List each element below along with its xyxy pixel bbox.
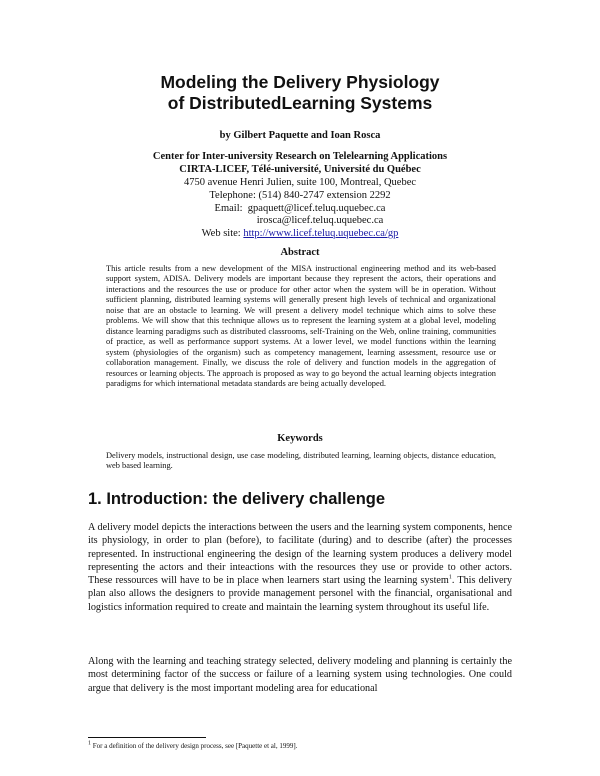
website-link[interactable]: http://www.licef.teluq.uquebec.ca/gp [243, 228, 399, 239]
address: 4750 avenue Henri Julien, suite 100, Montreal, Quebec [183, 177, 417, 188]
intro-paragraph-1-continuation: . This delivery plan also allows the designers to provide management personel with the financial, organisational and logistics information required to create and maintain the learning system throughout its useful life. [88, 575, 512, 613]
email-secondary: irosca@licef.teluq.uquebec.ca [256, 215, 384, 226]
authors: by Gilbert Paquette and Ioan Rosca [219, 130, 381, 141]
paper-title-line-1: Modeling the Delivery Physiology [160, 72, 440, 92]
affiliation-line-2: CIRTA-LICEF, Télé-université, Université du Québec [179, 164, 421, 175]
keywords-heading: Keywords [277, 433, 323, 444]
email-line-1 [0, 203, 600, 216]
footnote-reference[interactable]: 1 [448, 574, 452, 581]
email-line-2 [0, 215, 600, 228]
footnote [88, 742, 512, 751]
section-heading-introduction: 1. Introduction: the delivery challenge [88, 490, 386, 508]
intro-paragraph-1 [88, 521, 512, 614]
website-label: Web site: [201, 228, 241, 239]
affiliation-line-1: Center for Inter-university Research on Telelearning Applications [152, 151, 448, 162]
footnote-mark: 1 [88, 740, 91, 747]
footnote-text: For a definition of the delivery design process, see [Paquette et al, 1999]. [91, 742, 298, 750]
abstract-text: This article results from a new development of the MISA instructional engineering method and its web-based support system, ADISA. Delivery models are important because they represent the actors, their operations and interactions and the resources the use or produce for other actor when the system will be in operation. Without sufficient planning, distributed learning systems will generally present high levels of technical and organizational noise that are an obstacle to learning. We will present a delivery model technique which aims to solve these problems. We will show that this technique allows us to represent the learning system at a global level, modeling distance learning paradigms such as distributed classrooms, self-Training on the Web, online training, communities of practice, as well as performance support systems. At a lower level, we model functions within the learning system (physiologies of the organism) such as competency management, learning assessment, resource use or collaboration management. Finally, we discuss the role of delivery and function models in the aggregation of resources or learning objects. The approach is proposed as way to go beyond the actual learning objects integration paradigms for which international metadata standards are being actually developed. [106, 264, 496, 388]
abstract-heading: Abstract [280, 247, 320, 258]
paper-title-line-2: of DistributedLearning Systems [167, 93, 433, 113]
intro-paragraph-2: Along with the learning and teaching strategy selected, delivery modeling and planning is certainly the most determining factor of the success or failure of a learning system using technologies. One could argue that delivery is the most important modeling area for educational [88, 656, 512, 694]
email-label: Email: [214, 203, 243, 214]
keywords-text: Delivery models, instructional design, use case modeling, distributed learning, learning objects, distance education, web based learning. [106, 451, 496, 471]
intro-paragraph-1-text: A delivery model depicts the interactions between the users and the learning system components, hence its physiology, in order to plan (before), to facilitate (during) and to describe (after) the processes represented. In instructional engineering the design of the learning system produces a delivery model representing the actors and their inteactions with the resources they use or provide to other actors. These ressources will have to be in place when learners start using the learning system [88, 522, 512, 587]
footnote-divider [88, 737, 206, 738]
email-primary: gpaquett@licef.teluq.uquebec.ca [247, 203, 386, 214]
website-line [0, 228, 600, 241]
telephone: Telephone: (514) 840-2747 extension 2292 [209, 190, 391, 201]
